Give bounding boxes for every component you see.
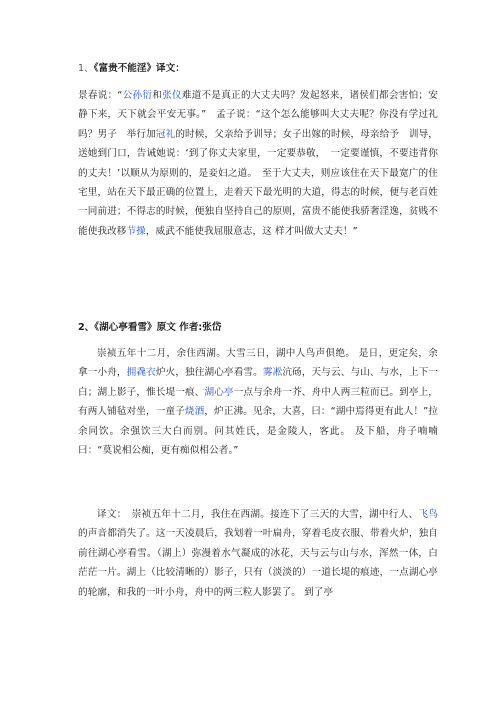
section-1-title: 《富贵不能淫》译文： (93, 63, 185, 74)
text-run: 和 (152, 90, 163, 101)
text-run: 崇祯五年十二月，余住西湖。大雪三日，湖中人鸟声俱绝。 是日，更定矣，余拿一小舟， (78, 348, 438, 379)
text-run: 炉火，独往湖心亭看雪。 (155, 367, 263, 379)
section-1-heading (78, 62, 185, 76)
section-2-heading (78, 321, 221, 335)
text-run: 景春说：“ (78, 90, 123, 101)
highlight-link[interactable]: 拥毳衣 (126, 367, 156, 379)
text-run: 译文： 崇祯五年十二月，我住在西湖。接连下了三天的大雪，湖中行人、 (97, 509, 419, 520)
section-1-number: 1、 (78, 63, 94, 74)
section-1-paragraph (78, 86, 438, 241)
text-run: ，炉正沸。见余，大喜，曰：“湖中焉得更有此人！”拉余同饮。余强饮三大白而别。问其姓氏，是金陵人，客此。 及下船，舟子喃喃曰：“莫说相公痴，更有痴似相公者。” (78, 406, 438, 457)
text-run: 的时候，父亲给予训导；女子出嫁的时候，母亲给予 训导，送她到门口，告诫她说：‘到了你丈夫家里，一定要恭敬， 一定要谨慎，不要违背你的丈夫！’以顺从为原则的，是妾妇之道。 至于大丈夫，则应该住在天下最宽广的住宅里，站在天下最正确的位置上，走着天下最光明的大道，得志的时候，便与老百姓一同前进；不得志的时候，便独自坚持自己的原则，富贵不能使我骄奢淫逸，贫贱不能使我改移 (78, 128, 438, 237)
highlight-link[interactable]: 湖心亭 (204, 386, 234, 398)
section-2-title: 《湖心亭看雪》原文 作者:张岱 (94, 322, 222, 333)
highlight-link[interactable]: 公孙衍 (122, 90, 153, 101)
text-run: 难道不是真正的大丈夫吗？发起怒来，诸侯们都会害怕；安静下来，天下就会平安无事。” 孟子说：“这个怎么能够叫大丈夫呢？你没有学过礼吗？男子 举行加 (78, 90, 438, 140)
highlight-link[interactable]: 烧酒 (184, 406, 205, 418)
text-run: 沆砀，天与云、与山、与水，上下一白；湖上影子，惟长堤一痕、 (78, 367, 438, 398)
text-run: ，威武不能使我屈服意志，这 样才叫做大丈夫！” (145, 225, 358, 237)
text-run: 一点与余舟一芥、舟中人两三粒而已。到亭上，有两人铺毡对坐，一童子 (78, 386, 438, 418)
highlight-link[interactable]: 张仪 (162, 90, 182, 101)
section-2-number: 2、 (78, 322, 95, 333)
section-2-translation-paragraph (78, 505, 438, 602)
text-run: 的声音都消失了。这一天凌晨后，我划着一叶扁舟，穿着毛皮衣服、带着火炉，独自前往湖心亭看雪。（湖上）弥漫着水气凝成的冰花，天与云与山与水，浑然一体，白茫茫一片。湖上（比较清晰的）影子，只有（淡淡的）一道长堤的痕迹，一点湖心亭的轮廓，和我的一叶小舟，舟中的两三粒人影罢了。 到了亭 (78, 528, 438, 598)
highlight-link[interactable]: 节操 (126, 225, 146, 237)
highlight-link[interactable]: 飞鸟 (418, 509, 439, 520)
highlight-link[interactable]: 冠礼 (155, 128, 176, 140)
section-2-original-paragraph (78, 344, 438, 460)
highlight-link[interactable]: 雾凇 (262, 367, 283, 379)
